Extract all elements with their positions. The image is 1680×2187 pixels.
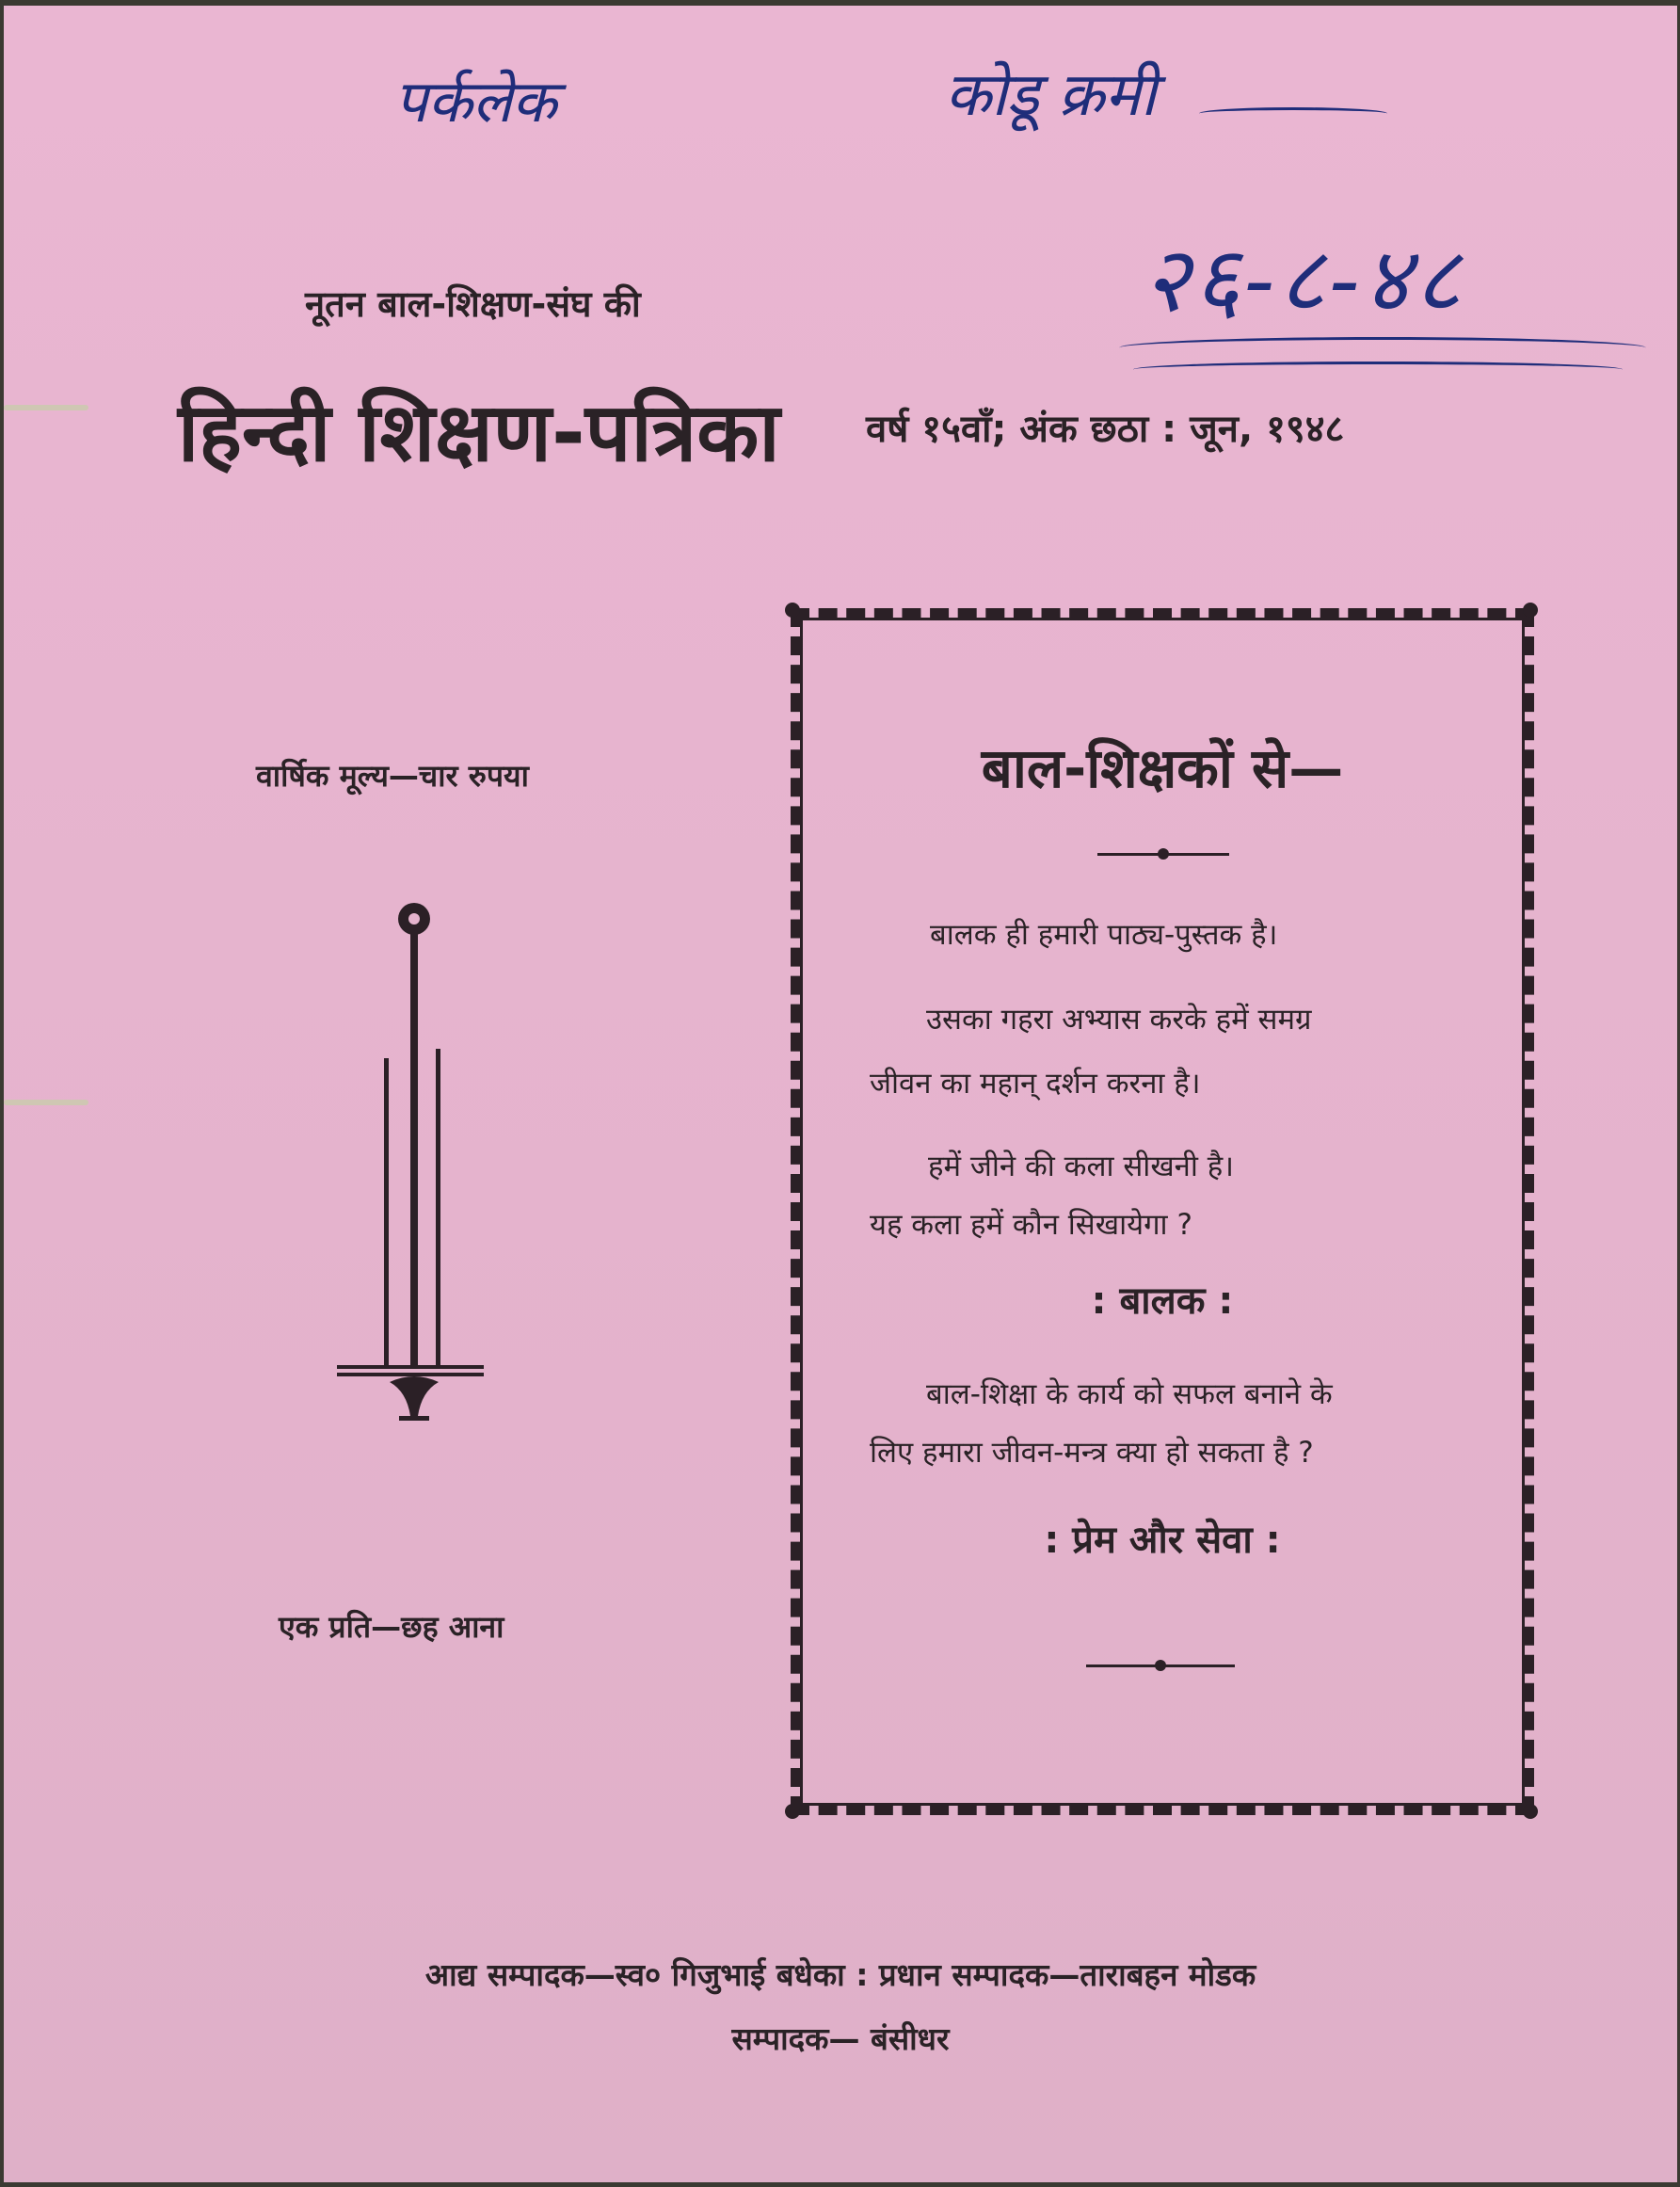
ornament-divider xyxy=(1097,853,1229,856)
annual-price: वार्षिक मूल्य—चार रुपया xyxy=(256,758,529,794)
box-line: बाल-शिक्षा के कार्य को सफल बनाने के xyxy=(926,1377,1333,1411)
single-copy-price: एक प्रति—छह आना xyxy=(279,1609,504,1645)
magazine-cover xyxy=(4,6,1677,2182)
handwritten-underline xyxy=(1133,362,1623,378)
box-line-emphasis: : प्रेम और सेवा : xyxy=(1044,1519,1281,1562)
handwritten-underline xyxy=(1119,337,1646,359)
box-line: जीवन का महान् दर्शन करना है। xyxy=(870,1067,1201,1101)
box-line: लिए हमारा जीवन-मन्त्र क्या हो सकता है ? xyxy=(870,1436,1314,1470)
ornament-divider xyxy=(1086,1664,1235,1667)
box-line-emphasis: : बालक : xyxy=(1091,1279,1234,1323)
issue-info: वर्ष १५वाँ; अंक छठा : जून, १९४८ xyxy=(866,408,1345,451)
handwritten-note-left: पर्कलेक xyxy=(394,67,557,136)
binding-thread xyxy=(4,405,88,410)
box-line: हमें जीने की कला सीखनी है। xyxy=(928,1150,1234,1183)
box-heading: बाल-शिक्षकों से— xyxy=(981,736,1344,800)
handwritten-date: २६-८-४८ xyxy=(1143,227,1465,332)
masthead-pre-title: नूतन बाल-शिक्षण-संघ की xyxy=(305,283,641,325)
handwritten-note-right: कोडू क्रमी xyxy=(945,60,1157,130)
border-corner xyxy=(1523,603,1538,618)
box-line: उसका गहरा अभ्यास करके हमें समग्र xyxy=(926,1003,1312,1037)
binding-thread xyxy=(4,1100,88,1105)
footer-editor: सम्पादक— बंसीधर xyxy=(731,2020,950,2057)
lamp-emblem xyxy=(324,900,484,1465)
border-corner xyxy=(785,1804,800,1819)
page-title: हिन्दी शिक्षण-पत्रिका xyxy=(178,386,780,480)
box-line: यह कला हमें कौन सिखायेगा ? xyxy=(870,1208,1192,1242)
box-line: बालक ही हमारी पाठ्य-पुस्तक है। xyxy=(930,918,1278,952)
border-corner xyxy=(785,603,800,618)
border-corner xyxy=(1523,1804,1538,1819)
footer-editors: आद्य सम्पादक—स्व० गिजुभाई बधेका : प्रधान सम्पादक—ताराबहन मोडक xyxy=(424,1956,1256,1993)
handwritten-underline xyxy=(1199,107,1387,120)
